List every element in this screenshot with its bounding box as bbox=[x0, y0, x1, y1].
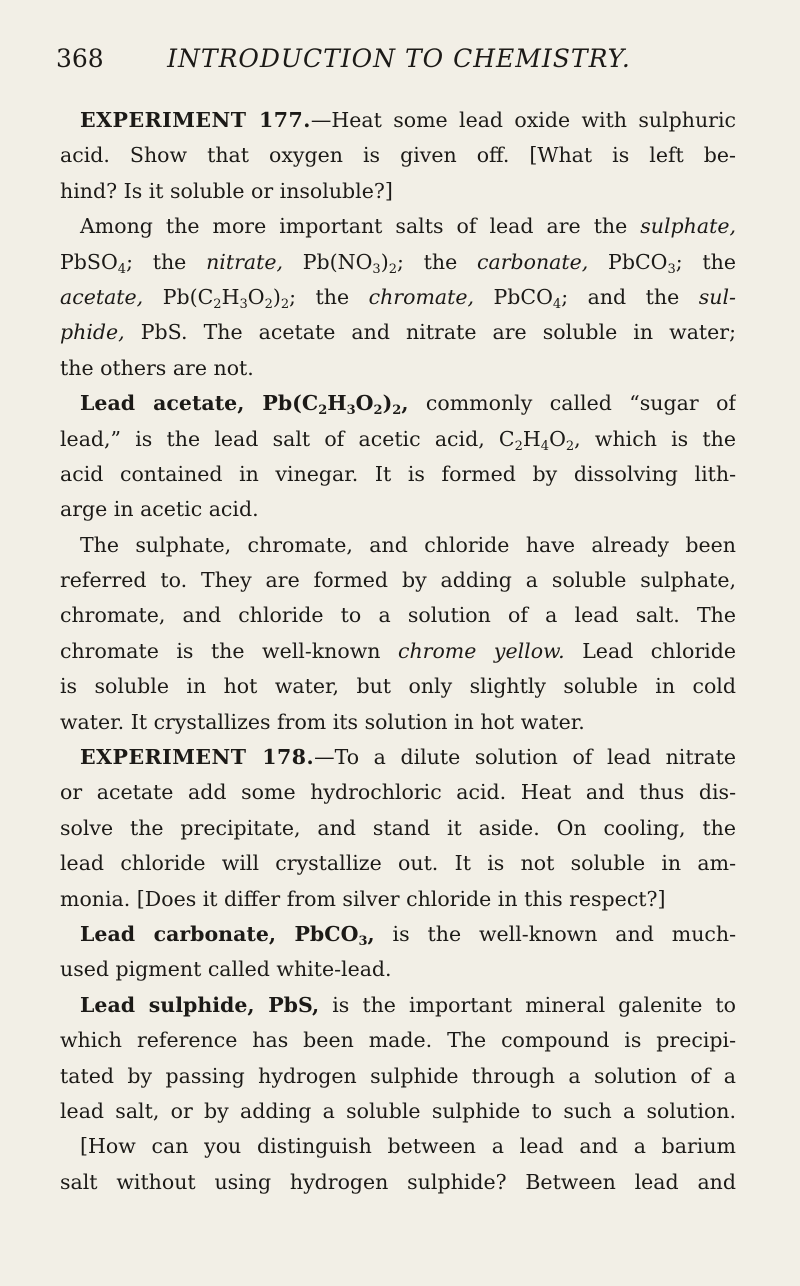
text-line: Lead sulphide, PbS, is the important mineral galenite to bbox=[80, 992, 736, 1017]
text-line: is soluble in hot water, but only slightly soluble in cold bbox=[60, 674, 736, 699]
text-line: lead chloride will crystallize out. It is not soluble in am- bbox=[60, 851, 736, 876]
text-line: EXPERIMENT 177.—Heat some lead oxide with sulphuric bbox=[80, 108, 736, 132]
text-line: lead salt, or by adding a soluble sulphide to such a solution. bbox=[60, 1098, 736, 1123]
text-line: solve the precipitate, and stand it aside. On cooling, the bbox=[60, 815, 736, 840]
text-line: chromate, and chloride to a solution of a lead salt. The bbox=[60, 603, 736, 628]
text-line: hind? Is it soluble or insoluble?] bbox=[60, 178, 393, 203]
text-line: or acetate add some hydrochloric acid. Heat and thus dis- bbox=[60, 780, 736, 805]
text-line: monia. [Does it differ from silver chloride in this respect?] bbox=[60, 886, 666, 911]
running-head: INTRODUCTION TO CHEMISTRY. bbox=[167, 44, 631, 73]
text-line: acetate, $Pb(C_2H_3O_2)_2$; the chromate, PbCO$_4$; and the sul- bbox=[60, 284, 736, 312]
text-line: acid. Show that oxygen is given off. [What is left be- bbox=[60, 143, 736, 168]
text-line: PbSO$_4$; the nitrate, $Pb(NO_3)_2$; the carbonate, PbCO$_3$; the bbox=[60, 249, 736, 277]
text-line: Among the more important salts of lead are the sulphate, bbox=[80, 214, 736, 239]
page-header bbox=[56, 44, 742, 84]
experiment-heading: EXPERIMENT 178. bbox=[80, 745, 315, 770]
text-line: EXPERIMENT 178.—To a dilute solution of lead nitrate bbox=[80, 745, 736, 770]
term-italic: carbonate, bbox=[477, 249, 589, 274]
term-italic: chromate, bbox=[368, 284, 474, 309]
text-line: arge in acetic acid. bbox=[60, 497, 259, 522]
compound-heading: Lead acetate, $Pb(C_2H_3O_2)_2$, bbox=[80, 391, 409, 419]
text-line: acid contained in vinegar. It is formed by dissolving lith- bbox=[60, 461, 736, 486]
text-line: lead,” is the lead salt of acetic acid, $C_2H_4O_2$, which is the bbox=[60, 426, 736, 454]
text-line: used pigment called white-lead. bbox=[60, 957, 392, 982]
text-line: phide, PbS. The acetate and nitrate are soluble in water; bbox=[60, 320, 736, 345]
term-italic: sulphate, bbox=[640, 214, 736, 239]
text-line: salt without using hydrogen sulphide? Between lead and bbox=[60, 1169, 736, 1194]
compound-heading: Lead carbonate, PbCO$_3$, bbox=[80, 921, 375, 949]
text-line: water. It crystallizes from its solution in hot water. bbox=[60, 709, 585, 734]
text-line: Lead carbonate, PbCO$_3$, is the well-known and much- bbox=[80, 921, 736, 949]
term-italic: sul- bbox=[698, 284, 736, 309]
term-italic: acetate, bbox=[60, 284, 144, 309]
term-italic: phide, bbox=[60, 320, 125, 345]
experiment-heading: EXPERIMENT 177. bbox=[80, 108, 311, 132]
compound-heading: Lead sulphide, PbS, bbox=[80, 992, 320, 1017]
text-line: Lead acetate, $Pb(C_2H_3O_2)_2$, commonly called “sugar of bbox=[80, 391, 736, 419]
text-line: [How can you distinguish between a lead and a barium bbox=[80, 1134, 736, 1159]
text-line: The sulphate, chromate, and chloride have already been bbox=[80, 532, 736, 557]
text-line: referred to. They are formed by adding a soluble sulphate, bbox=[60, 568, 736, 593]
text-line: tated by passing hydrogen sulphide through a solution of a bbox=[60, 1063, 736, 1088]
page-number: 368 bbox=[56, 44, 104, 73]
term-italic: chrome yellow. bbox=[397, 638, 565, 663]
body-text bbox=[60, 103, 736, 1200]
term-italic: nitrate, bbox=[206, 249, 283, 274]
text-line: the others are not. bbox=[60, 355, 254, 380]
text-line: which reference has been made. The compound is precipi- bbox=[60, 1028, 736, 1053]
text-line: chromate is the well-known chrome yellow. Lead chloride bbox=[60, 638, 736, 663]
